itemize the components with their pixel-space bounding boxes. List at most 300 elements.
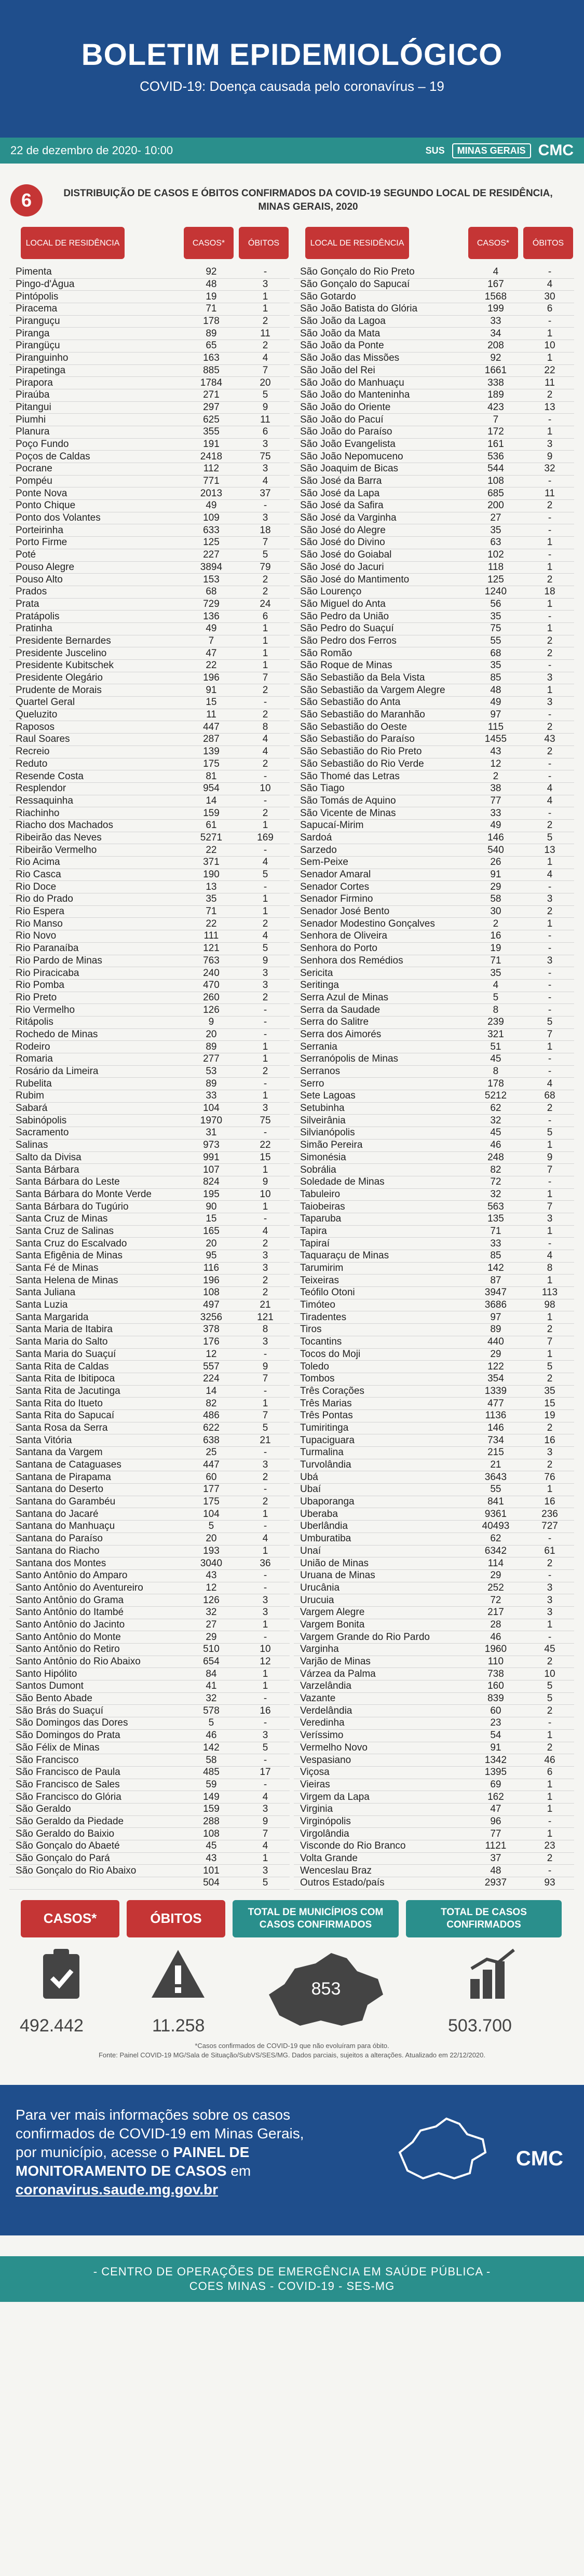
- deaths-value: -: [548, 1066, 552, 1077]
- table-row: [9, 1545, 290, 1558]
- table-row: [294, 709, 574, 722]
- deaths-value: 3: [547, 1582, 553, 1593]
- deaths-value: 46: [544, 1754, 555, 1766]
- total-casos-label: CASOS*: [21, 1900, 119, 1937]
- deaths-value: -: [263, 1570, 267, 1581]
- municipality-name: Prados: [16, 586, 47, 598]
- cases-value: 35: [490, 660, 501, 671]
- deaths-value: 21: [260, 1299, 271, 1311]
- cases-value: 824: [203, 1176, 220, 1188]
- deaths-value: 1: [262, 1164, 268, 1175]
- cases-value: 125: [487, 574, 504, 585]
- municipality-name: São Félix de Minas: [16, 1742, 100, 1753]
- cases-value: 167: [487, 279, 504, 290]
- deaths-value: -: [548, 1570, 552, 1581]
- table-row: [294, 1311, 574, 1324]
- cases-value: 19: [206, 291, 217, 302]
- table-row: [9, 697, 290, 709]
- cases-value: 71: [490, 955, 501, 966]
- deaths-value: 7: [547, 1336, 553, 1348]
- cases-value: 89: [206, 1041, 217, 1052]
- deaths-value: 3: [262, 512, 268, 524]
- table-row: [9, 328, 290, 340]
- table-row: [294, 1730, 574, 1742]
- deaths-value: -: [548, 758, 552, 769]
- deaths-value: 32: [544, 463, 555, 474]
- minas-gerais-map-icon: [395, 2116, 488, 2184]
- total-casos-value: 492.442: [20, 2015, 84, 2036]
- source-note: [9, 2041, 575, 2060]
- table-row: [9, 1299, 290, 1312]
- deaths-value: 2: [262, 340, 268, 351]
- municipality-name: Viçosa: [300, 1767, 330, 1778]
- cases-value: 271: [203, 389, 220, 401]
- municipality-name: Santa Bárbara: [16, 1164, 79, 1175]
- table-row: [9, 955, 290, 968]
- municipality-name: Senador Cortes: [300, 881, 370, 892]
- cases-value: 22: [206, 918, 217, 929]
- municipality-name: Santo Antônio do Jacinto: [16, 1619, 125, 1630]
- table-row: [9, 1410, 290, 1422]
- table-row: [294, 402, 574, 414]
- total-casos-cell: [9, 1948, 129, 2036]
- municipality-name: São Sebastião da Bela Vista: [300, 672, 425, 684]
- deaths-value: -: [263, 1484, 267, 1495]
- cases-value: 35: [206, 893, 217, 905]
- municipality-name: São Gonçalo do Rio Abaixo: [16, 1865, 137, 1876]
- cases-value: 1136: [485, 1410, 507, 1421]
- cases-value: 21: [490, 1459, 501, 1471]
- deaths-value: 2: [547, 1656, 553, 1667]
- table-row: [294, 1164, 574, 1176]
- table-row: [294, 1717, 574, 1730]
- municipality-name: Três Corações: [300, 1385, 364, 1397]
- deaths-value: 9: [262, 1176, 268, 1188]
- municipality-name: Vieiras: [300, 1779, 330, 1790]
- cases-value: 557: [203, 1361, 220, 1372]
- cases-value: 470: [203, 980, 220, 991]
- municipality-name: Resplendor: [16, 783, 66, 794]
- deaths-value: 1: [547, 1275, 553, 1286]
- cases-value: 13: [206, 881, 217, 892]
- municipality-name: São José da Safira: [300, 500, 384, 511]
- municipality-name: Ribeirão das Neves: [16, 832, 102, 843]
- municipality-name: Poço Fundo: [16, 438, 69, 450]
- deaths-value: 5: [547, 1127, 553, 1138]
- deaths-value: -: [548, 611, 552, 622]
- table-row: [294, 1016, 574, 1029]
- cases-value: 110: [487, 1656, 504, 1667]
- cases-value: 46: [206, 1730, 217, 1741]
- table-row: [9, 1238, 290, 1250]
- municipality-name: Sobrália: [300, 1164, 336, 1175]
- municipality-name: Santo Antônio do Aventureiro: [16, 1582, 143, 1593]
- table-row: [294, 1557, 574, 1570]
- cases-value: 189: [487, 389, 504, 401]
- municipality-name: Piracema: [16, 303, 58, 315]
- deaths-value: 7: [262, 1828, 268, 1839]
- cases-value: 190: [203, 869, 220, 880]
- cases-value: 55: [490, 635, 501, 646]
- table-row: [294, 734, 574, 746]
- cases-value: 43: [206, 1853, 217, 1864]
- municipality-name: São Sebastião da Vargem Alegre: [300, 684, 445, 696]
- municipality-name: Santa Fé de Minas: [16, 1263, 99, 1274]
- cases-value: 72: [490, 1176, 501, 1188]
- municipality-name: Santana da Vargem: [16, 1447, 103, 1458]
- table-row: [294, 1877, 574, 1890]
- bar-chart-icon: [466, 1948, 518, 2000]
- cases-value: 20: [206, 1028, 217, 1040]
- deaths-value: 17: [260, 1767, 271, 1778]
- cases-value: 82: [490, 1164, 501, 1175]
- cases-value: 3686: [484, 1299, 507, 1311]
- table-row: [9, 893, 290, 906]
- table-row: [9, 279, 290, 291]
- municipality-name: Rio Piracicaba: [16, 967, 79, 979]
- deaths-value: -: [263, 697, 267, 708]
- municipality-name: São João da Ponte: [300, 340, 384, 351]
- municipality-name: São Gonçalo do Pará: [16, 1853, 110, 1864]
- table-row: [294, 1828, 574, 1840]
- table-row: [9, 1705, 290, 1717]
- table-row: [9, 943, 290, 955]
- right-table: [294, 227, 574, 1890]
- table-row: [294, 1127, 574, 1140]
- cases-value: 885: [203, 364, 220, 376]
- deaths-value: 61: [544, 1545, 555, 1556]
- municipality-name: São João da Lagoa: [300, 316, 386, 327]
- cases-value: 31: [206, 1127, 217, 1138]
- deaths-value: 15: [260, 1151, 271, 1163]
- table-row: [294, 1484, 574, 1496]
- municipality-name: São José do Divino: [300, 537, 385, 548]
- table-row: [294, 1705, 574, 1717]
- deaths-value: 4: [262, 857, 268, 868]
- deaths-value: -: [263, 1004, 267, 1015]
- municipality-name: Senhora dos Remédios: [300, 955, 403, 966]
- cases-value: 46: [490, 1631, 501, 1643]
- table-row: [9, 303, 290, 316]
- table-row: [9, 1250, 290, 1263]
- cases-value: 104: [203, 1103, 220, 1114]
- table-row: [294, 1656, 574, 1669]
- deaths-value: 3: [262, 1250, 268, 1262]
- municipality-name: Queluzito: [16, 709, 58, 721]
- municipality-name: São Geraldo: [16, 1804, 71, 1815]
- deaths-value: 1: [547, 684, 553, 696]
- table-row: [9, 1508, 290, 1521]
- cases-value: 49: [206, 623, 217, 634]
- table-row: [9, 684, 290, 697]
- municipality-name: Rosário da Limeira: [16, 1066, 99, 1077]
- deaths-value: 6: [547, 303, 553, 315]
- municipality-name: Tapiraí: [300, 1238, 330, 1249]
- cases-value: 43: [206, 1570, 217, 1581]
- table-row: [9, 1570, 290, 1582]
- table-row: [9, 1041, 290, 1053]
- cases-value: 111: [203, 930, 219, 942]
- deaths-value: 3: [547, 1594, 553, 1606]
- cases-value: 53: [206, 1066, 217, 1077]
- deaths-value: 1: [547, 1041, 553, 1052]
- table-row: [294, 1336, 574, 1349]
- table-row: [9, 1029, 290, 1041]
- deaths-value: 68: [544, 1090, 555, 1102]
- municipality-name: Santos Dumont: [16, 1680, 84, 1692]
- deaths-value: 2: [262, 574, 268, 585]
- deaths-value: 22: [260, 1140, 271, 1151]
- cases-value: 97: [490, 709, 501, 721]
- table-row: [294, 562, 574, 574]
- municipality-name: Santa Luzia: [16, 1299, 68, 1311]
- cases-value: 178: [203, 316, 220, 327]
- municipality-name: Teófilo Otoni: [300, 1287, 355, 1298]
- deaths-value: 2: [547, 1705, 553, 1716]
- table-row: [294, 746, 574, 758]
- municipality-name: São Sebastião do Anta: [300, 697, 401, 708]
- deaths-value: -: [263, 1717, 267, 1729]
- table-row: [294, 1176, 574, 1189]
- municipality-name: Ponto Chique: [16, 500, 76, 511]
- deaths-value: -: [263, 1078, 267, 1089]
- deaths-value: 16: [544, 1434, 555, 1446]
- monitoring-text: [16, 2106, 317, 2199]
- municipality-name: Pratinha: [16, 623, 52, 634]
- table-row: [294, 795, 574, 808]
- table-row: [9, 377, 290, 389]
- municipality-name: São Francisco de Paula: [16, 1767, 120, 1778]
- municipality-name: Santa Vitória: [16, 1434, 72, 1446]
- cases-value: 125: [203, 537, 220, 548]
- cases-value: 354: [487, 1373, 504, 1385]
- municipality-name: Tarumirim: [300, 1263, 344, 1274]
- municipality-name: Rodeiro: [16, 1041, 50, 1052]
- municipality-name: Uberaba: [300, 1508, 338, 1520]
- municipality-name: Ubá: [300, 1471, 318, 1483]
- municipality-name: São Gotardo: [300, 291, 356, 302]
- municipality-name: Urucânia: [300, 1582, 340, 1593]
- deaths-value: 8: [547, 1263, 553, 1274]
- cases-value: 29: [206, 1631, 217, 1643]
- table-row: [9, 647, 290, 660]
- deaths-value: 7: [547, 1028, 553, 1040]
- table-row: [294, 1189, 574, 1201]
- cases-value: 71: [206, 303, 217, 315]
- table-row: [294, 1619, 574, 1632]
- cases-value: 734: [487, 1434, 504, 1446]
- source-note-line: Fonte: Painel COVID-19 MG/Sala de Situação/SubVS/SES/MG. Dados parciais, sujeitos a alterações. Atualizado em 22/12/2020.: [98, 2051, 485, 2059]
- deaths-value: 23: [544, 1840, 555, 1852]
- municipality-name: Virgem da Lapa: [300, 1791, 370, 1802]
- municipality-name: Sapucaí-Mirim: [300, 820, 364, 831]
- cases-value: 544: [487, 463, 504, 474]
- cases-value: 60: [206, 1471, 217, 1483]
- table-row: [294, 414, 574, 426]
- cases-value: 61: [206, 820, 217, 831]
- deaths-value: 43: [544, 734, 555, 745]
- table-row: [9, 869, 290, 882]
- municipality-name: Silvianópolis: [300, 1127, 355, 1138]
- municipality-name: Pimenta: [16, 266, 52, 278]
- info-strip: [0, 138, 584, 164]
- deaths-value: 7: [262, 1373, 268, 1385]
- municipality-name: Santa Helena de Minas: [16, 1275, 118, 1286]
- deaths-value: 1: [262, 291, 268, 302]
- deaths-value: 2: [262, 586, 268, 598]
- deaths-value: 1: [547, 1188, 553, 1200]
- page-subtitle: COVID-19: Doença causada pelo coronavírus – 19: [140, 78, 444, 94]
- table-row: [9, 1287, 290, 1299]
- deaths-value: -: [548, 1176, 552, 1188]
- table-row: [9, 1373, 290, 1386]
- cases-value: 109: [203, 512, 220, 524]
- municipality-name: Senador Amaral: [300, 869, 371, 880]
- monitoring-link[interactable]: coronavirus.saude.mg.gov.br: [16, 2181, 219, 2198]
- deaths-value: 1: [547, 918, 553, 929]
- municipality-name: Tombos: [300, 1373, 335, 1385]
- deaths-value: -: [548, 980, 552, 991]
- table-row: [9, 1053, 290, 1066]
- cases-value: 139: [203, 746, 220, 757]
- municipality-name: Rio Casca: [16, 869, 61, 880]
- table-row: [9, 1680, 290, 1693]
- deaths-value: 10: [544, 340, 555, 351]
- table-row: [9, 1533, 290, 1545]
- table-row: [294, 1029, 574, 1041]
- municipality-name: Senador José Bento: [300, 906, 390, 917]
- municipality-name: Tapira: [300, 1225, 327, 1237]
- deaths-value: 21: [260, 1434, 271, 1446]
- table-row: [294, 266, 574, 279]
- deaths-value: 9: [262, 1815, 268, 1827]
- municipality-name: São Sebastião do Rio Preto: [300, 746, 422, 757]
- cases-value: 224: [203, 1373, 220, 1385]
- table-row: [294, 1386, 574, 1398]
- deaths-value: 18: [544, 586, 555, 598]
- deaths-value: 7: [262, 672, 268, 684]
- municipality-name: São João do Pacuí: [300, 414, 384, 425]
- deaths-value: -: [548, 476, 552, 487]
- table-row: [294, 1299, 574, 1312]
- deaths-value: 19: [544, 1410, 555, 1421]
- cases-value: 60: [490, 1705, 501, 1716]
- table-row: [294, 918, 574, 930]
- municipality-name: São Pedro dos Ferros: [300, 635, 397, 646]
- deaths-value: -: [263, 1779, 267, 1790]
- deaths-value: 3: [262, 980, 268, 991]
- deaths-value: 3: [547, 1447, 553, 1458]
- cases-value: 108: [203, 1287, 220, 1298]
- deaths-value: 30: [544, 291, 555, 302]
- deaths-value: 2: [547, 574, 553, 585]
- left-rows: [9, 266, 290, 1890]
- deaths-value: 1: [262, 303, 268, 315]
- table-row: [9, 807, 290, 820]
- municipality-name: Silveirânia: [300, 1115, 346, 1126]
- municipality-name: Piranguçu: [16, 316, 60, 327]
- deaths-value: 2: [262, 807, 268, 819]
- municipality-name: Presidente Kubitschek: [16, 660, 114, 671]
- municipality-name: São José do Goiabal: [300, 549, 392, 561]
- municipality-name: Rio Manso: [16, 918, 63, 929]
- table-row: [294, 1853, 574, 1865]
- deaths-value: 1: [547, 1484, 553, 1495]
- deaths-value: 2: [547, 906, 553, 917]
- municipality-name: Sem-Peixe: [300, 857, 348, 868]
- deaths-value: 1: [547, 1804, 553, 1815]
- table-row: [294, 1434, 574, 1447]
- deaths-value: 2: [547, 1853, 553, 1864]
- cases-value: 321: [487, 1028, 504, 1040]
- deaths-value: 9: [262, 401, 268, 413]
- cases-value: 115: [487, 721, 504, 733]
- cases-value: 136: [203, 611, 220, 622]
- municipality-name: Uberlândia: [300, 1521, 348, 1532]
- deaths-value: 5: [547, 1361, 553, 1372]
- deaths-value: 4: [262, 746, 268, 757]
- table-row: [294, 1349, 574, 1361]
- municipality-name: Santana do Garambéu: [16, 1496, 116, 1508]
- cases-value: 954: [203, 783, 220, 794]
- cases-value: 121: [203, 943, 220, 954]
- cases-value: 297: [203, 401, 220, 413]
- cases-value: 371: [203, 857, 220, 868]
- header-local: LOCAL DE RESIDÊNCIA: [305, 227, 409, 259]
- cases-value: 338: [487, 377, 504, 388]
- page-title: BOLETIM EPIDEMIOLÓGICO: [81, 38, 503, 72]
- table-row: [294, 1545, 574, 1558]
- deaths-value: 1: [547, 1779, 553, 1790]
- deaths-value: 7: [262, 1410, 268, 1421]
- cases-value: 8: [493, 1004, 499, 1015]
- cases-value: 288: [203, 1815, 220, 1827]
- table-row: [294, 1680, 574, 1693]
- table-row: [294, 881, 574, 893]
- total-recuperados-value: 503.700: [448, 2015, 512, 2036]
- municipality-name: Setubinha: [300, 1103, 345, 1114]
- table-row: [294, 463, 574, 476]
- table-row: [9, 439, 290, 451]
- cases-value: 771: [203, 476, 220, 487]
- deaths-value: -: [548, 1717, 552, 1729]
- municipality-name: Santa Efigênia de Minas: [16, 1250, 123, 1262]
- footer: [0, 2256, 584, 2302]
- cases-value: 9361: [484, 1508, 507, 1520]
- cases-value: 49: [206, 500, 217, 511]
- municipality-name: Riachinho: [16, 807, 60, 819]
- deaths-value: 121: [257, 1311, 274, 1323]
- table-row: [9, 1090, 290, 1103]
- deaths-value: 236: [541, 1508, 558, 1520]
- cases-value: 1960: [484, 1644, 507, 1655]
- header-obitos: ÓBITOS: [523, 227, 573, 259]
- municipality-name: Pirapetinga: [16, 364, 66, 376]
- municipality-name: São Brás do Suaçuí: [16, 1705, 103, 1716]
- municipality-name: São Francisco do Glória: [16, 1791, 121, 1802]
- cases-value: 193: [203, 1545, 220, 1556]
- cases-value: 5: [493, 992, 499, 1003]
- table-row: [294, 1250, 574, 1263]
- cases-value: 7: [208, 635, 214, 646]
- table-row: [9, 1767, 290, 1779]
- deaths-value: -: [263, 266, 267, 278]
- municipality-name: Vargem Alegre: [300, 1607, 365, 1618]
- total-municipios-label: TOTAL DE MUNICÍPIOS COM CASOS CONFIRMADOS: [233, 1900, 399, 1937]
- deaths-value: 727: [541, 1521, 558, 1532]
- cases-value: 486: [203, 1410, 220, 1421]
- cases-value: 72: [490, 1594, 501, 1606]
